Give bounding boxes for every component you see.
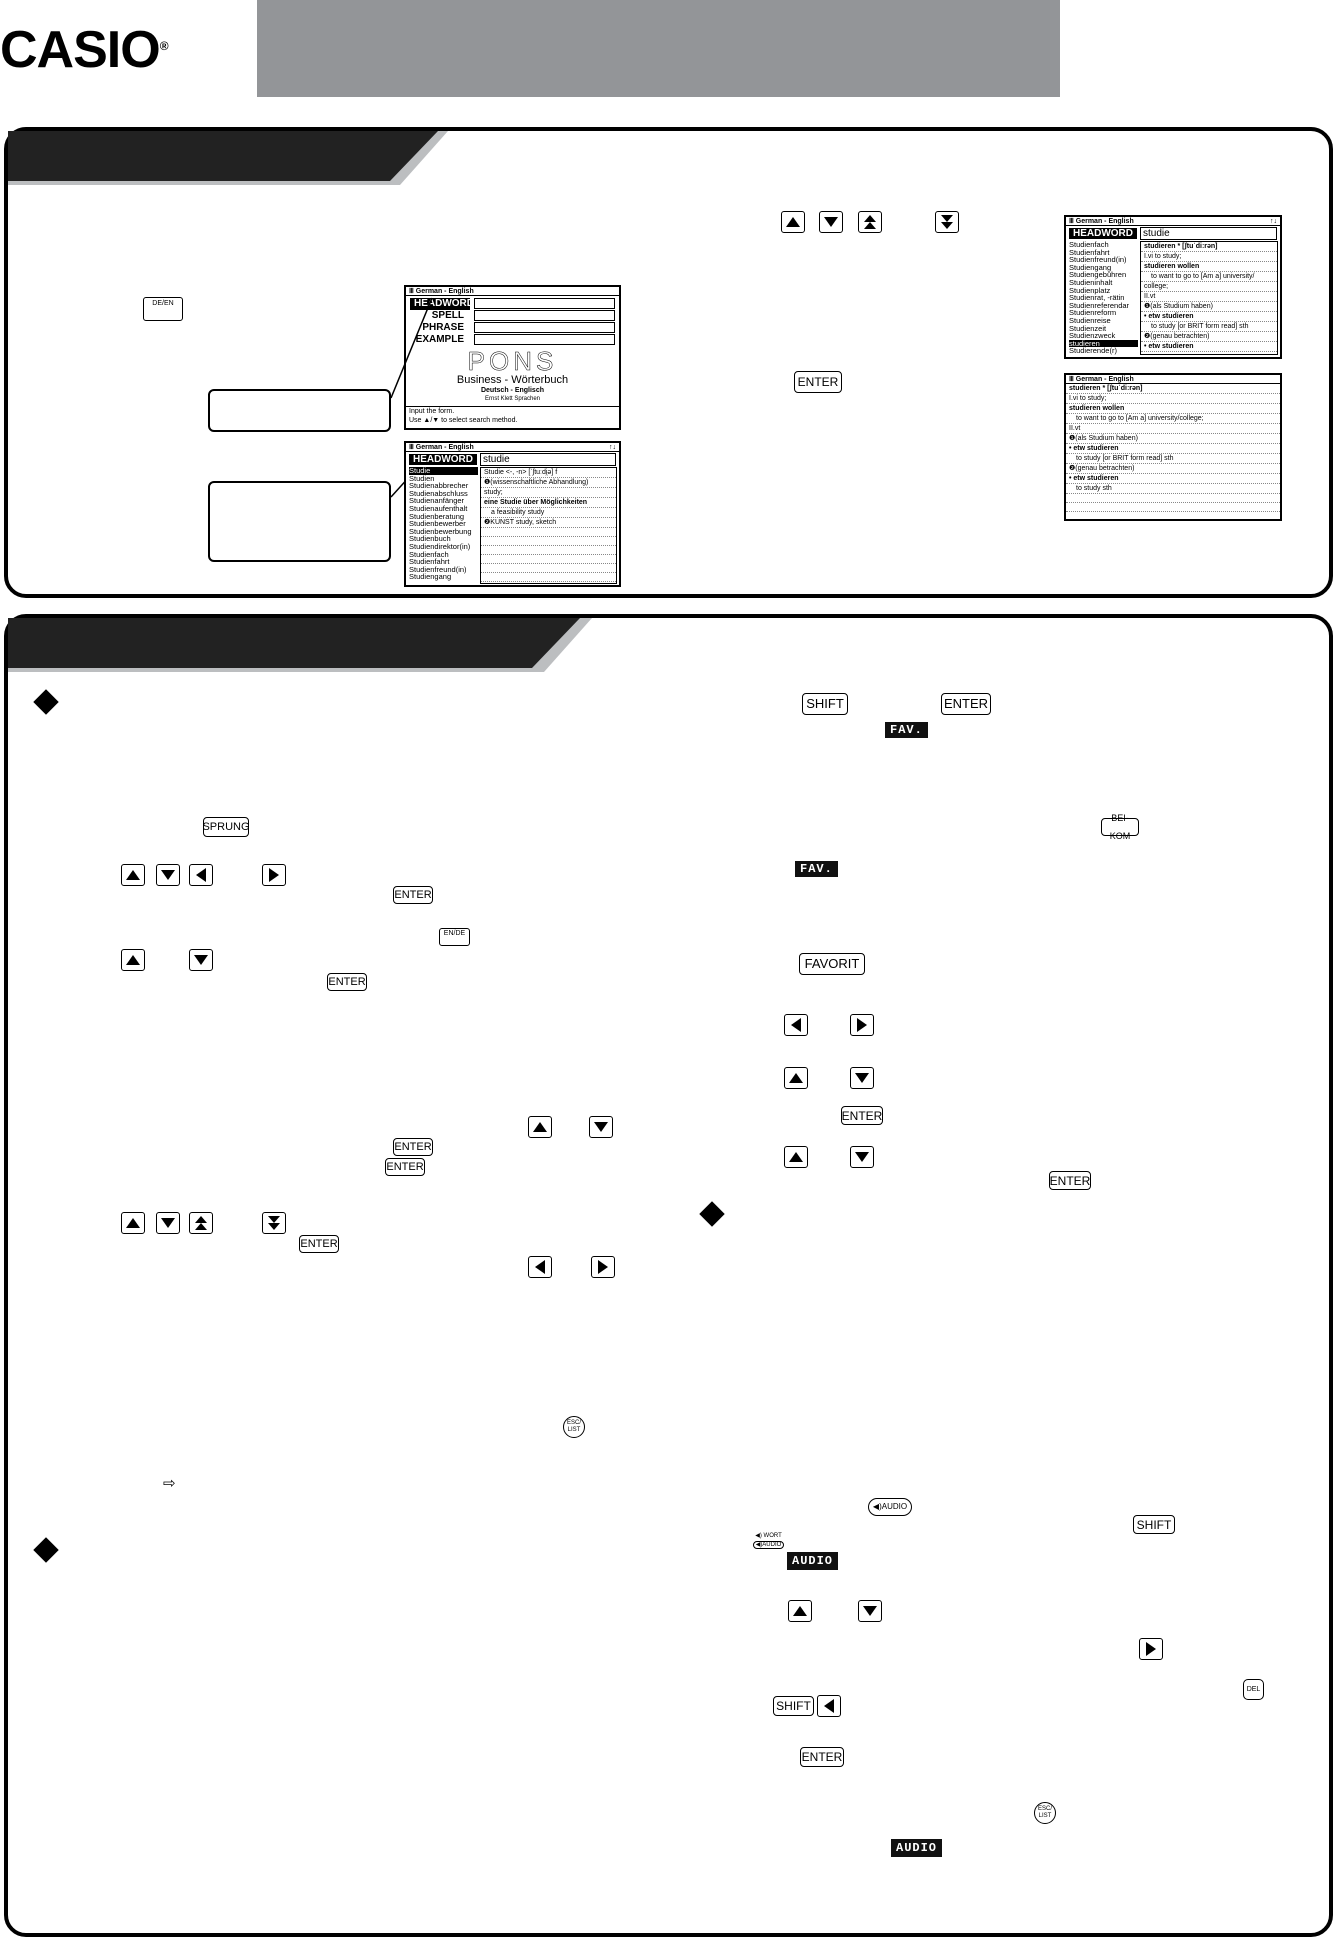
up-arrow-key[interactable] <box>781 211 805 233</box>
right-arrow-key[interactable] <box>850 1014 874 1036</box>
headword-list-item[interactable]: Studienaufenthalt <box>409 503 468 513</box>
menu-phrase[interactable]: PHRASE <box>410 322 615 334</box>
up-arrow-key[interactable] <box>528 1116 552 1138</box>
definition-line <box>1066 494 1280 503</box>
screen-title: Ⅲ German - English <box>1066 375 1280 384</box>
right-arrow-key[interactable] <box>591 1256 615 1278</box>
page-down-key[interactable] <box>935 211 959 233</box>
dictionary-publisher: Ernst Klett Sprachen <box>484 396 541 402</box>
enter-key[interactable]: ENTER <box>393 1138 433 1156</box>
hint-line-2: Use ▲/▼ to select search method. <box>409 417 518 424</box>
definition-line: studieren wollen <box>1141 262 1277 272</box>
definition-line: ❶(wissenschaftliche Abhandlung) <box>481 478 616 488</box>
definition-line: to want to go to [Am a] university/ <box>1141 272 1277 282</box>
right-arrow-key[interactable] <box>1139 1638 1163 1660</box>
fav-indicator: FAV. <box>795 861 838 877</box>
sort-icon: ↑↓ <box>609 444 616 451</box>
definition-line: • etw studieren <box>1141 312 1277 322</box>
definition-line: college; <box>1141 282 1277 292</box>
definition-line: a feasibility study <box>481 508 616 518</box>
definition-pane <box>1140 241 1278 355</box>
headword-list-item[interactable]: Studiengebühren <box>1069 270 1127 280</box>
headword-list-item[interactable]: Studierende(r) <box>1069 346 1117 356</box>
definition-line: studieren * [ʃtuˈdiːrən] <box>1066 384 1280 394</box>
headword-list-item[interactable]: Studienreise <box>1069 315 1111 325</box>
definition-line: ❷KUNST study, sketch <box>481 518 616 528</box>
sort-icon: ↑↓ <box>1270 218 1277 225</box>
headword-list-item[interactable]: Studienfach <box>409 549 449 559</box>
definition-line: II.vt <box>1141 292 1277 302</box>
definition-line <box>1066 503 1280 512</box>
headword-list-item[interactable]: Studienbuch <box>409 534 451 544</box>
headword-list-item[interactable]: Studiendirektor(in) <box>409 541 471 551</box>
left-arrow-key[interactable] <box>817 1695 841 1717</box>
headword-list-item[interactable]: Studienbewerbung <box>409 526 472 536</box>
page-up-key[interactable] <box>858 211 882 233</box>
audio-key[interactable]: ◀)AUDIO <box>868 1498 912 1516</box>
enter-key[interactable]: ENTER <box>794 371 842 393</box>
headword-list-item[interactable]: Studienfahrt <box>1069 247 1110 257</box>
bei-kom-key[interactable]: BEI-KOM <box>1101 818 1139 836</box>
headword-list-item[interactable]: Studienabschluss <box>409 488 468 498</box>
definition-line: ❷(genau betrachten) <box>1141 332 1277 342</box>
definition-line: • etw studieren <box>1141 342 1277 352</box>
up-arrow-key[interactable] <box>121 1212 145 1234</box>
screen-title: Ⅲ German - English <box>406 287 619 296</box>
headword-list-item[interactable]: Studienfach <box>1069 240 1109 249</box>
enter-key[interactable]: ENTER <box>1049 1171 1091 1190</box>
enter-key[interactable]: ENTER <box>299 1235 339 1253</box>
definition-line: studieren * [ʃtuˈdiːrən] <box>1141 242 1277 252</box>
down-arrow-key[interactable] <box>189 949 213 971</box>
sprung-key[interactable]: SPRUNG <box>203 817 249 837</box>
headword-list-item[interactable]: Studieninhalt <box>1069 277 1113 287</box>
fav-indicator: FAV. <box>885 722 928 738</box>
down-arrow-key[interactable] <box>850 1146 874 1168</box>
definition-line: to study [or BRIT form read] sth <box>1141 322 1277 332</box>
screen-headword-search <box>404 441 621 587</box>
entry-pane <box>1066 384 1280 512</box>
down-arrow-key[interactable] <box>156 1212 180 1234</box>
left-arrow-key[interactable] <box>189 864 213 886</box>
favorit-key[interactable]: FAVORIT <box>799 953 865 975</box>
headword-list-item[interactable]: Studiengang <box>1069 262 1112 272</box>
audio-indicator: AUDIO <box>891 1839 942 1857</box>
definition-line: • etw studieren <box>1066 474 1280 484</box>
headword-list-item[interactable]: Studie <box>409 467 478 475</box>
definition-pane <box>480 467 617 584</box>
headword-list <box>406 467 478 584</box>
up-arrow-key[interactable] <box>784 1067 808 1089</box>
hint-line-1: Input the form. <box>409 408 455 415</box>
definition-line: to study sth <box>1066 484 1280 494</box>
headword-list-item[interactable]: Studienabbrecher <box>409 481 469 491</box>
dictionary-languages: Deutsch - Englisch <box>480 387 544 394</box>
headword-list-item[interactable]: Studien <box>409 473 435 483</box>
audio-indicator: AUDIO <box>787 1552 838 1570</box>
headword-list-item[interactable]: Studienreferendar <box>1069 300 1130 310</box>
definition-line: ❶(als Studium haben) <box>1141 302 1277 312</box>
definition-line: eine Studie über Möglichkeiten <box>481 498 616 508</box>
de-en-key[interactable]: DE/EN <box>143 297 183 321</box>
headword-list-item[interactable]: Studienfreund(in) <box>1069 255 1127 265</box>
headword-list-item[interactable]: studieren <box>1069 340 1138 348</box>
page-down-key[interactable] <box>262 1212 286 1234</box>
headword-list-item[interactable]: Studienplatz <box>1069 285 1111 295</box>
headword-label: HEADWORD <box>409 454 477 465</box>
reference-arrow-icon: ⇨ <box>163 1475 176 1492</box>
definition-line: studieren wollen <box>1066 404 1280 414</box>
left-arrow-key[interactable] <box>528 1256 552 1278</box>
down-arrow-key[interactable] <box>858 1600 882 1622</box>
headword-list-item[interactable]: Studiengang <box>409 572 452 582</box>
shift-key[interactable]: SHIFT <box>773 1696 814 1716</box>
definition-line: ❷(genau betrachten) <box>1066 464 1280 474</box>
definition-line <box>481 537 616 546</box>
definition-line: ❶(als Studium haben) <box>1066 434 1280 444</box>
enter-key[interactable]: ENTER <box>327 973 367 991</box>
menu-example[interactable]: EXAMPLE <box>410 334 615 346</box>
enter-key[interactable]: ENTER <box>385 1158 425 1176</box>
screen-title: Ⅲ German - English <box>409 444 474 451</box>
definition-line <box>481 555 616 564</box>
definition-line: Studie <-, -n> [ˈʃtuːdi̯ə] f <box>481 468 616 478</box>
up-arrow-key[interactable] <box>121 949 145 971</box>
search-input[interactable]: studie <box>480 453 616 466</box>
definition-line: to want to go to [Am a] university/college; <box>1066 414 1280 424</box>
enter-key[interactable]: ENTER <box>393 886 433 904</box>
screen-entry <box>1064 373 1282 521</box>
right-arrow-key[interactable] <box>262 864 286 886</box>
enter-key[interactable]: ENTER <box>841 1106 883 1125</box>
enter-key[interactable]: ENTER <box>941 693 991 715</box>
menu-headword[interactable]: HEADWORD <box>410 298 615 310</box>
down-arrow-key[interactable] <box>819 211 843 233</box>
wort-audio-key[interactable]: ◀) WORT ◀)AUDIO <box>752 1532 785 1552</box>
dictionary-subtitle: Business - Wörterbuch <box>456 374 569 386</box>
definition-line <box>481 528 616 537</box>
headword-list <box>1066 241 1138 355</box>
definition-line: II.vt <box>1066 424 1280 434</box>
definition-line: I.vi to study; <box>1141 252 1277 262</box>
down-arrow-key[interactable] <box>850 1067 874 1089</box>
esc-list-key[interactable]: ESC/ LIST <box>1034 1802 1056 1824</box>
menu-spell[interactable]: SPELL <box>410 310 615 322</box>
definition-line: I.vi to study; <box>1066 394 1280 404</box>
screen-title: Ⅲ German - English <box>1069 218 1134 225</box>
left-arrow-key[interactable] <box>784 1014 808 1036</box>
search-input[interactable]: studie <box>1140 227 1277 240</box>
down-arrow-key[interactable] <box>589 1116 613 1138</box>
definition-line: to study [or BRIT form read] sth <box>1066 454 1280 464</box>
del-key[interactable]: DEL <box>1243 1679 1264 1700</box>
shift-key[interactable]: SHIFT <box>802 693 848 715</box>
enter-key[interactable]: ENTER <box>800 1747 844 1767</box>
headword-list-item[interactable]: Studienzweck <box>1069 331 1116 341</box>
up-arrow-key[interactable] <box>121 864 145 886</box>
casio-logo: CASIO® <box>0 21 168 79</box>
page-up-key[interactable] <box>189 1212 213 1234</box>
definition-line: study; <box>481 488 616 498</box>
definition-line <box>481 564 616 573</box>
shift-key[interactable]: SHIFT <box>1133 1515 1175 1534</box>
headword-list-item[interactable]: Studienbewerber <box>409 519 466 529</box>
up-arrow-key[interactable] <box>784 1146 808 1168</box>
up-arrow-key[interactable] <box>788 1600 812 1622</box>
definition-line <box>481 573 616 582</box>
en-de-key[interactable]: EN/DE <box>439 928 470 946</box>
definition-line: • etw studieren <box>1066 444 1280 454</box>
headword-list-item[interactable]: Studienrat, -rätin <box>1069 293 1125 303</box>
panel-functions-tab <box>8 618 580 668</box>
headword-list-item[interactable]: Studienfahrt <box>409 557 450 567</box>
pons-logo: PONS <box>467 346 558 376</box>
headword-list-item[interactable]: Studienberatung <box>409 511 465 521</box>
definition-line <box>481 546 616 555</box>
headword-label: HEADWORD <box>1069 228 1137 239</box>
screen-headword-list <box>1064 215 1282 359</box>
esc-list-key[interactable]: ESC/ LIST <box>563 1416 585 1438</box>
headword-list-item[interactable]: Studienreform <box>1069 308 1117 318</box>
headword-list-item[interactable]: Studienfreund(in) <box>409 564 467 574</box>
headword-list-item[interactable]: Studienanfänger <box>409 496 465 506</box>
headword-list-item[interactable]: Studienzeit <box>1069 323 1107 333</box>
down-arrow-key[interactable] <box>156 864 180 886</box>
